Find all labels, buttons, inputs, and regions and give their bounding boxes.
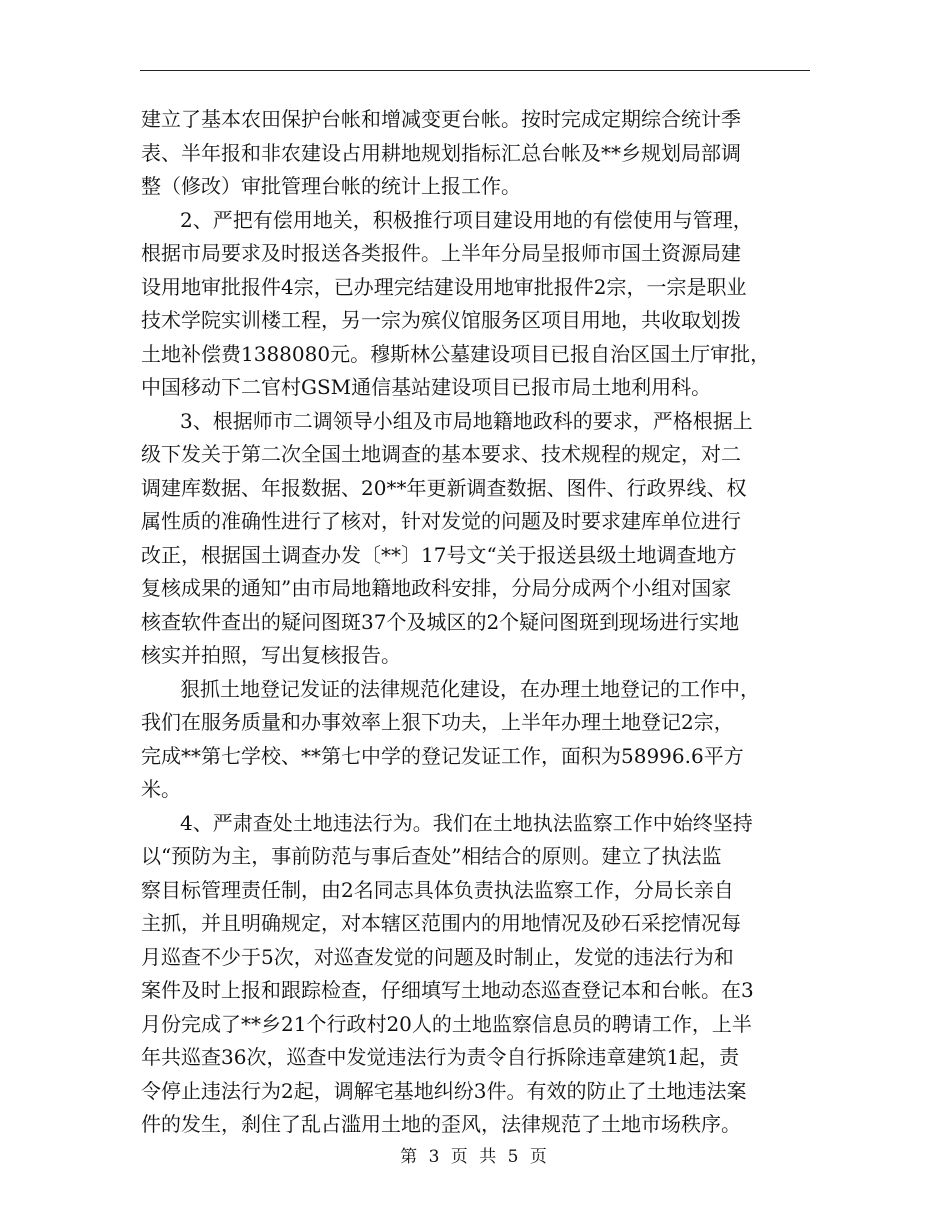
text-line: 级下发关于第二次全国土地调查的基本要求、技术规程的规定，对二 — [141, 442, 741, 466]
text-line: 米。 — [141, 777, 181, 801]
text-line: 月份完成了**乡21个行政村20人的土地监察信息员的聘请工作，上半 — [141, 1011, 752, 1036]
text-line: 设用地审批报件4宗，已办理完结建设用地审批报件2宗，一宗是职业 — [141, 274, 747, 299]
text-line: 表、半年报和非农建设占用耕地规划指标汇总台帐及**乡规划局部调 — [141, 140, 741, 165]
text-line: 件的发生，刹住了乱占滥用土地的歪风，法律规范了土地市场秩序。 — [141, 1112, 741, 1136]
paragraph-start-line: 狠抓土地登记发证的法律规范化建设，在办理土地登记的工作中， — [180, 676, 760, 701]
paragraph-start-line: 2、严把有偿用地关，积极推行项目建设用地的有偿使用与管理， — [180, 207, 753, 232]
paragraph-start-line: 4、严肃查处土地违法行为。我们在土地执法监察工作中始终坚持 — [180, 810, 753, 835]
text-line: 核实并拍照，写出复核报告。 — [141, 643, 401, 667]
text-line: 以“预防为主，事前防范与事后查处”相结合的原则。建立了执法监 — [141, 844, 722, 868]
paragraph-start-line: 3、根据师市二调领导小组及市局地籍地政科的要求，严格根据上 — [180, 408, 753, 433]
text-line: 建立了基本农田保护台帐和增减变更台帐。按时完成定期综合统计季 — [141, 107, 741, 131]
text-line: 核查软件查出的疑问图斑37个及城区的2个疑问图斑到现场进行实地 — [141, 609, 740, 634]
text-line: 改正，根据国土调查办发〔**〕17号文“关于报送县级土地调查地方 — [141, 542, 737, 567]
text-line: 完成**第七学校、**第七中学的登记发证工作，面积为58996.6平方 — [141, 743, 744, 768]
text-line: 技术学院实训楼工程，另一宗为殡仪馆服务区项目用地，共收取划拨 — [141, 308, 741, 332]
text-line: 复核成果的通知”由市局地籍地政科安排，分局分成两个小组对国家 — [141, 576, 732, 600]
header-rule — [140, 70, 810, 71]
text-line: 令停止违法行为2起，调解宅基地纠纷3件。有效的防止了土地违法案 — [141, 1078, 747, 1103]
page-number-footer: 第 3 页 共 5 页 — [400, 1147, 550, 1167]
text-line: 属性质的准确性进行了核对，针对发觉的问题及时要求建库单位进行 — [141, 509, 741, 533]
text-line: 整（修改）审批管理台帐的统计上报工作。 — [141, 174, 521, 198]
text-line: 调建库数据、年报数据、20**年更新调查数据、图件、行政界线、权 — [141, 475, 747, 500]
text-line: 察目标管理责任制，由2名同志具体负责执法监察工作，分局长亲自 — [141, 877, 734, 902]
text-line: 月巡查不少于5次，对巡查发觉的问题及时制止，发觉的违法行为和 — [141, 944, 734, 969]
text-line: 中国移动下二官村GSM通信基站建设项目已报市局土地利用科。 — [141, 375, 712, 399]
text-line: 年共巡查36次，巡查中发觉违法行为责令自行拆除违章建筑1起，责 — [141, 1045, 740, 1069]
text-line: 案件及时上报和跟踪检查，仔细填写土地动态巡查登记本和台帐。在3 — [141, 978, 754, 1002]
text-line: 土地补偿费1388080元。穆斯林公墓建设项目已报自治区国土厅审批， — [141, 341, 771, 366]
text-line: 我们在服务质量和办事效率上狠下功夫，上半年办理土地登记2宗， — [141, 710, 734, 734]
text-line: 根据市局要求及时报送各类报件。上半年分局呈报师市国土资源局建 — [141, 241, 741, 265]
text-line: 主抓，并且明确规定，对本辖区范围内的用地情况及砂石采挖情况每 — [141, 911, 741, 935]
